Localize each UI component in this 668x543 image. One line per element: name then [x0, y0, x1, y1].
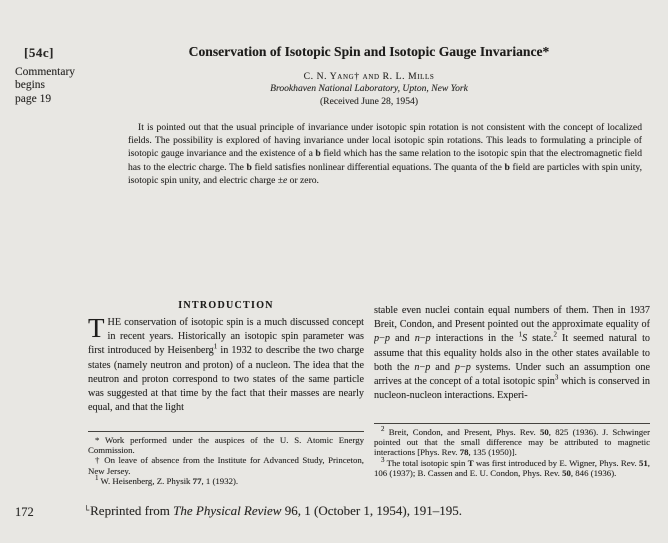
corner-mark-icon: └: [84, 505, 90, 516]
column-right: [374, 304, 650, 421]
paper-title: Conservation of Isotopic Spin and Isotopic Gauge Invariance*: [188, 44, 550, 59]
reprint-journal-name: The Physical Review: [173, 503, 282, 518]
paper-affiliation: Brookhaven National Laboratory, Upton, New York: [270, 83, 468, 94]
footnotes-left: [88, 431, 364, 486]
footnote: $^1$ W. Heisenberg, Z. Physik 77, 1 (1932).: [95, 473, 239, 486]
body-paragraph-left: THE conservation of isotopic spin is a much discussed concept in recent years. Historically an isotopic spin parameter was first introduced by Heisenberg$^1$ in 1932 to describe the two charge states (namely neutron and proton) of a nucleon. The idea that the neutron and proton correspond to two states of the same particle was suggested at that time by the fact that their masses are nearly equal, and that the light: [88, 316, 364, 414]
reprint-citation: [84, 503, 462, 519]
received-date: (Received June 28, 1954): [319, 96, 419, 107]
commentary-line: page 19: [15, 92, 52, 105]
column-left: [88, 300, 364, 430]
footnote: $^2$ Breit, Condon, and Present, Phys. Rev. 50, 825 (1936). J. Schwinger pointed out that the small difference may be attributed to magnetic interactions [Phys. Rev. 78, 135 (1950)].: [374, 425, 651, 458]
footnotes-right: [374, 423, 650, 478]
paper-header: [88, 0, 650, 115]
commentary-line: begins: [15, 79, 46, 92]
body-paragraph-right: stable even nuclei contain equal numbers of them. Then in 1937 Breit, Condon, and Present pointed out the approximate equality of p−p and n−p interactions in the $^1$S state.$^2$ It seemed natural to assume that this equality holds also in the other states available to both the n−p and p−p systems. Under such an assumption one arrives at the concept of a total isotopic spin$^3$ which is conserved in nucleon-nucleon interactions. Experi-: [374, 305, 650, 402]
paper-item-tag: [54c]: [24, 45, 54, 60]
footnote: * Work performed under the auspices of the U. S. Atomic Energy Commission.: [88, 435, 364, 456]
paper-authors: C. N. Yang† and R. L. Mills: [303, 71, 435, 82]
reprint-prefix: Reprinted from: [90, 503, 174, 518]
footnote: $^3$ The total isotopic spin T was first introduced by E. Wigner, Phys. Rev. 51, 106 (1937); B. Cassen and E. U. Condon, Phys. Rev. 50, 846 (1936).: [374, 455, 650, 478]
commentary-line: Commentary: [15, 66, 76, 78]
section-heading-introduction: INTRODUCTION: [178, 300, 274, 311]
book-page-number: 172: [15, 505, 34, 519]
paper-abstract: It is pointed out that the usual principle of invariance under isotopic spin rotation is not consistent with the concept of localized fields. The possibility is explored of having invariance under local isotopic spin rotations. This leads to formulating a principle of isotopic gauge invariance and the existence of a b field which has the same relation to the isotopic spin that the electromagnetic field has to the electric charge. The b field satisfies nonlinear differential equations. The quanta of the b field are particles with spin unity, isotopic spin unity, and electric charge ±e or zero.: [128, 122, 642, 186]
footnote: † On leave of absence from the Institute for Advanced Study, Princeton, New Jersey.: [88, 455, 364, 476]
commentary-note: [15, 66, 75, 106]
reprint-suffix: 96, 1 (October 1, 1954), 191–195.: [281, 503, 463, 518]
